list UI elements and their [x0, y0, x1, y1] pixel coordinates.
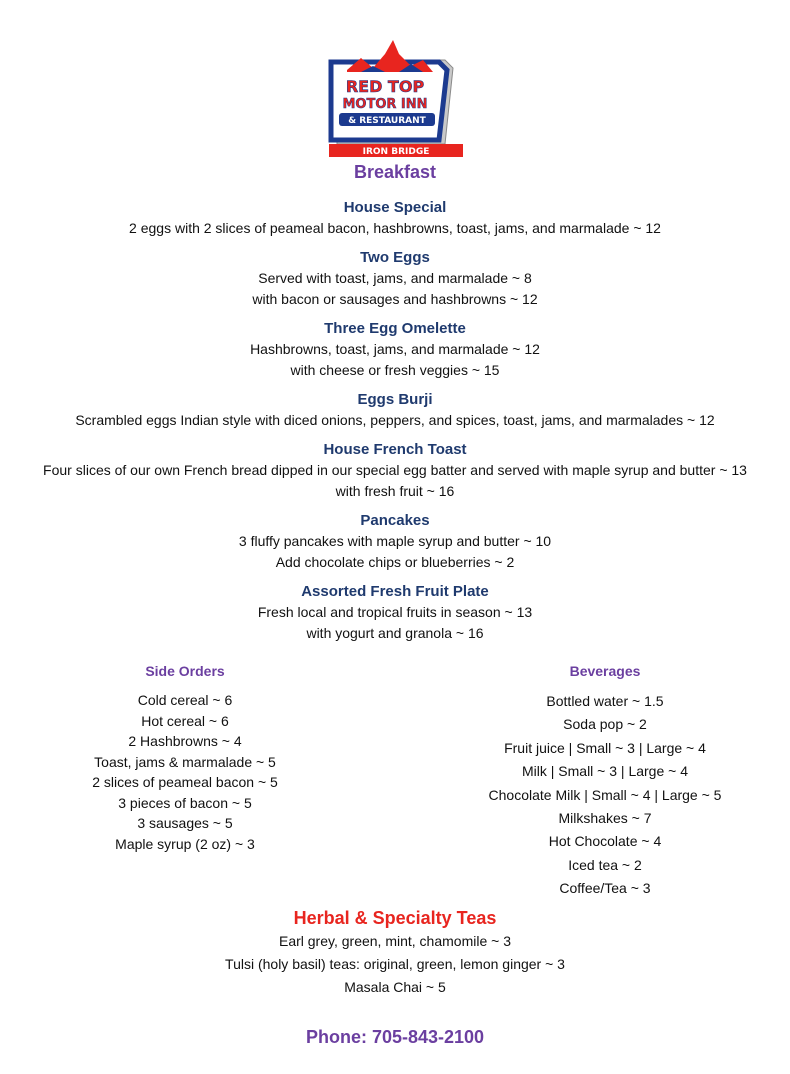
beverage-item: Milk | Small ~ 3 | Large ~ 4 — [521, 763, 688, 780]
menu-item-description: with yogurt and granola ~ 16 — [306, 625, 484, 641]
logo-line2: MOTOR INN — [342, 97, 428, 112]
beverage-item: Hot Chocolate ~ 4 — [548, 833, 662, 850]
menu-item-description: with bacon or sausages and hashbrowns ~ 12 — [252, 291, 538, 307]
menu-item-description: Hashbrowns, toast, jams, and marmalade ~ 12 — [250, 341, 540, 357]
menu-item-description: with fresh fruit ~ 16 — [335, 483, 455, 499]
beverage-item: Iced tea ~ 2 — [568, 856, 642, 873]
teas-list — [0, 930, 790, 999]
menu-item — [0, 318, 790, 381]
side-order-item: Toast, jams & marmalade ~ 5 — [94, 753, 276, 770]
menu-item-description: Add chocolate chips or blueberries ~ 2 — [275, 554, 515, 570]
menu-item-description: 2 eggs with 2 slices of peameal bacon, hashbrowns, toast, jams, and marmalade ~ 12 — [129, 220, 661, 236]
side-order-item: Hot cereal ~ 6 — [141, 712, 229, 729]
menu-item-title: Two Eggs — [360, 249, 430, 266]
menu-item — [0, 581, 790, 644]
breakfast-menu — [0, 197, 790, 652]
side-order-item: 2 Hashbrowns ~ 4 — [128, 733, 242, 749]
menu-item — [0, 510, 790, 573]
side-order-item: 2 slices of peameal bacon ~ 5 — [92, 774, 278, 790]
menu-item-title: Pancakes — [360, 512, 430, 529]
menu-item — [0, 247, 790, 310]
tea-item: Masala Chai ~ 5 — [344, 979, 446, 995]
beverage-item: Fruit juice | Small ~ 3 | Large ~ 4 — [504, 739, 706, 756]
beverage-item: Soda pop ~ 2 — [563, 716, 647, 733]
beverages-title: Beverages — [569, 663, 641, 679]
side-orders-column — [0, 662, 370, 854]
side-orders-list — [0, 690, 370, 854]
phone-number: Phone: 705-843-2100 — [305, 1027, 485, 1047]
menu-item-title: Eggs Burji — [357, 391, 433, 408]
beverage-item: Bottled water ~ 1.5 — [546, 693, 664, 709]
beverage-item: Chocolate Milk | Small ~ 4 | Large ~ 5 — [488, 786, 722, 803]
red-top-logo — [327, 40, 465, 158]
teas-title: Herbal & Specialty Teas — [293, 908, 497, 928]
side-order-item: 3 sausages ~ 5 — [137, 815, 233, 831]
logo-line1: RED TOP — [345, 77, 425, 96]
menu-item — [0, 197, 790, 239]
menu-item-description: 3 fluffy pancakes with maple syrup and butter ~ 10 — [238, 533, 552, 549]
menu-item-title: House French Toast — [323, 441, 467, 458]
menu-item-description: Served with toast, jams, and marmalade ~ 8 — [258, 270, 532, 286]
menu-item-title: Three Egg Omelette — [324, 320, 466, 337]
side-order-item: Cold cereal ~ 6 — [137, 692, 233, 708]
menu-item-title: Assorted Fresh Fruit Plate — [301, 583, 489, 600]
beverages-column — [410, 662, 790, 901]
menu-item-description: Four slices of our own French bread dipped in our special egg batter and served with maple syrup and butter ~ 13 — [43, 462, 747, 478]
beverages-list — [410, 690, 790, 901]
tea-item: Tulsi (holy basil) teas: original, green, lemon ginger ~ 3 — [225, 956, 565, 972]
menu-item — [0, 439, 790, 502]
side-orders-title: Side Orders — [145, 663, 225, 679]
menu-item-description: Fresh local and tropical fruits in season ~ 13 — [257, 604, 533, 620]
teas-section — [0, 906, 790, 999]
breakfast-heading: Breakfast — [353, 162, 437, 182]
tea-item: Earl grey, green, mint, chamomile ~ 3 — [278, 933, 511, 949]
beverage-item: Milkshakes ~ 7 — [558, 810, 652, 827]
menu-item-description: with cheese or fresh veggies ~ 15 — [290, 362, 500, 378]
side-order-item: Maple syrup (2 oz) ~ 3 — [115, 835, 255, 852]
beverage-item: Coffee/Tea ~ 3 — [559, 880, 651, 897]
logo-line3: & RESTAURANT — [348, 116, 426, 126]
menu-item-title: House Special — [343, 199, 447, 216]
side-order-item: 3 pieces of bacon ~ 5 — [118, 794, 252, 811]
menu-item — [0, 389, 790, 431]
menu-item-description: Scrambled eggs Indian style with diced onions, peppers, and spices, toast, jams, and marmalades ~ 12 — [75, 412, 715, 428]
logo-line4: IRON BRIDGE — [362, 147, 430, 157]
